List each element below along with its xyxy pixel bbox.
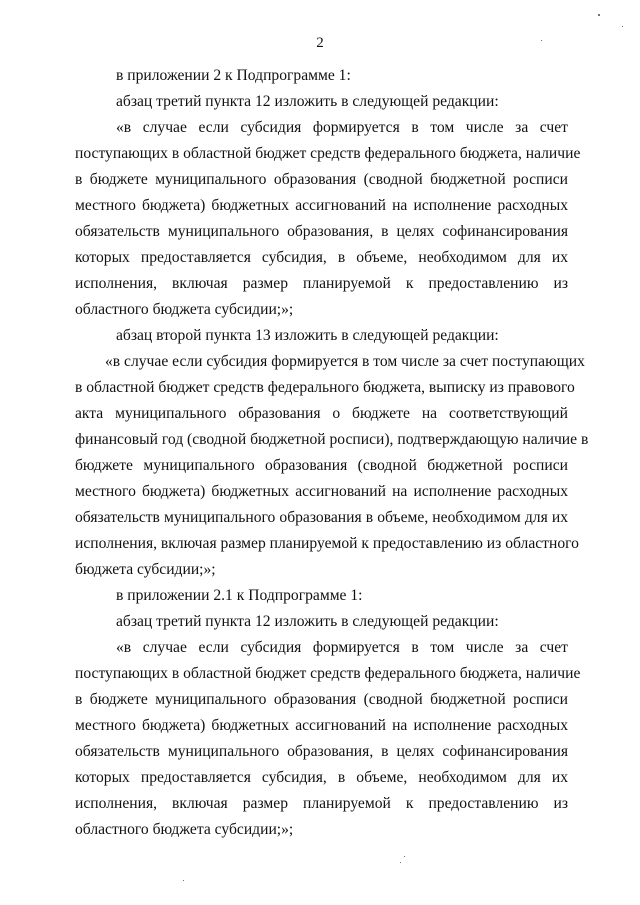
scan-speck: [400, 862, 401, 863]
scan-speck: [598, 14, 600, 16]
text-line: исполнения, включая размер планируемой к предоставлению из: [75, 275, 568, 292]
text-line: бюджета субсидии;»;: [75, 561, 216, 578]
text-line: поступающих в областной бюджет средств федерального бюджета, наличие: [75, 665, 581, 682]
text-line: поступающих в областной бюджет средств федерального бюджета, наличие: [75, 145, 581, 162]
text-line: областного бюджета субсидии;»;: [75, 821, 294, 838]
scan-speck: [622, 26, 623, 27]
text-line: «в случае если субсидия формируется в том числе за счет: [116, 119, 568, 136]
scan-speck: [183, 880, 184, 881]
text-line: которых предоставляется субсидия, в объеме, необходимом для их: [75, 249, 568, 266]
text-line: бюджете муниципального образования (сводной бюджетной росписи: [75, 457, 568, 474]
text-line: в областной бюджет средств федерального бюджета, выписку из правового: [75, 379, 575, 396]
text-line: местного бюджета) бюджетных ассигнований на исполнение расходных: [75, 483, 568, 500]
text-line: «в случае если субсидия формируется в том числе за счет поступающих: [105, 353, 585, 370]
text-line: в бюджете муниципального образования (сводной бюджетной росписи: [75, 171, 568, 188]
text-line: которых предоставляется субсидия, в объеме, необходимом для их: [75, 769, 568, 786]
text-line: в приложении 2 к Подпрограмме 1:: [116, 67, 351, 84]
text-line: исполнения, включая размер планируемой к предоставлению из областного: [75, 535, 579, 552]
text-line: областного бюджета субсидии;»;: [75, 301, 294, 318]
text-line: местного бюджета) бюджетных ассигнований на исполнение расходных: [75, 717, 568, 734]
text-line: обязательств муниципального образования, в целях софинансирования: [75, 743, 568, 760]
text-line: абзац второй пункта 13 изложить в следующей редакции:: [116, 327, 499, 344]
text-line: обязательств муниципального образования, в целях софинансирования: [75, 223, 568, 240]
text-line: в приложении 2.1 к Подпрограмме 1:: [116, 587, 363, 604]
text-line: исполнения, включая размер планируемой к предоставлению из: [75, 795, 568, 812]
text-line: акта муниципального образования о бюджете на соответствующий: [75, 405, 568, 422]
text-line: местного бюджета) бюджетных ассигнований на исполнение расходных: [75, 197, 568, 214]
scan-speck: [404, 856, 405, 857]
text-line: абзац третий пункта 12 изложить в следующей редакции:: [116, 93, 499, 110]
text-line: в бюджете муниципального образования (сводной бюджетной росписи: [75, 691, 568, 708]
text-line: «в случае если субсидия формируется в том числе за счет: [116, 639, 568, 656]
scan-speck: [541, 40, 542, 41]
text-line: обязательств муниципального образования в объеме, необходимом для их: [75, 509, 568, 526]
text-line: абзац третий пункта 12 изложить в следующей редакции:: [116, 613, 499, 630]
page-number: 2: [316, 35, 324, 51]
text-line: финансовый год (сводной бюджетной росписи), подтверждающую наличие в: [75, 431, 589, 448]
